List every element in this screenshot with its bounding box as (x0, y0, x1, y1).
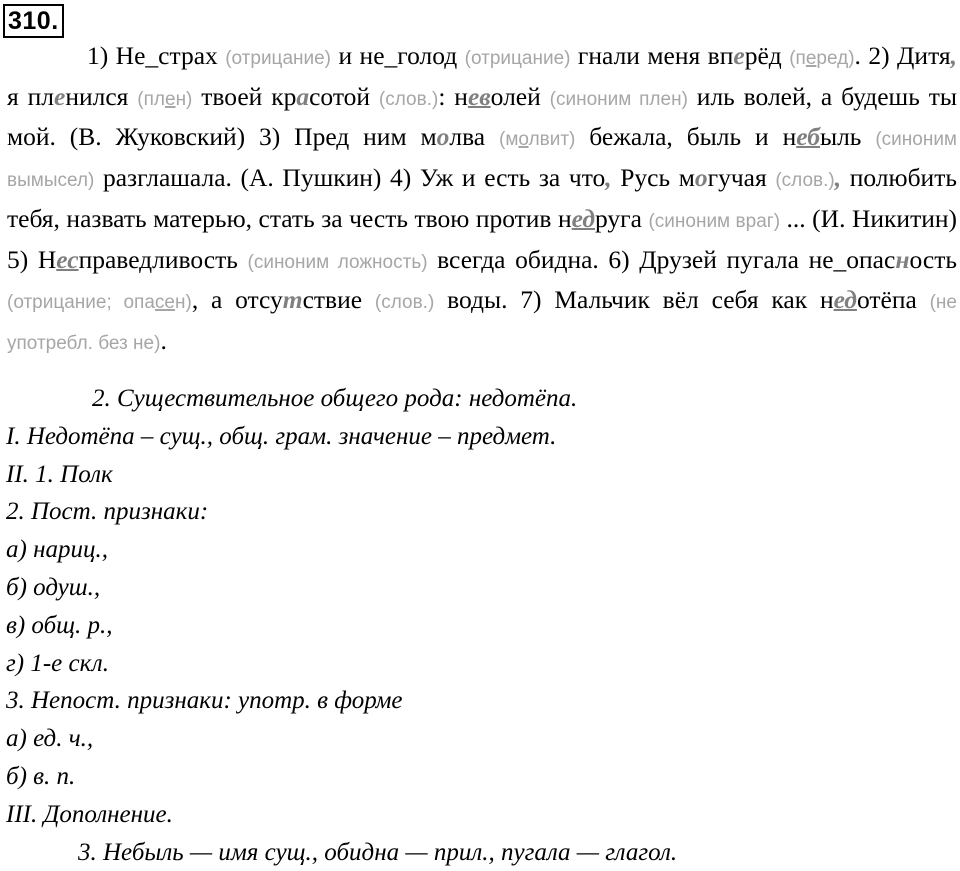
parse-line: в) общ. р., (6, 611, 113, 639)
annotation-note: (м (499, 129, 519, 151)
highlighted-letter: , (605, 163, 612, 193)
annotation-note: (слов.) (378, 88, 439, 110)
annotation-note: (не употребл. без не) (7, 292, 957, 354)
text-segment: Русь м (611, 163, 695, 193)
parse-line: 2. Пост. признаки: (6, 498, 209, 526)
highlighted-letter: ед (833, 285, 857, 315)
parse-line: б) одуш., (6, 573, 101, 601)
parse-line: б) в. п. (6, 762, 76, 790)
annotation-note: (отрицание) (464, 48, 571, 69)
annotation-note: (отрицание) (225, 48, 332, 69)
annotation-note: (слов.) (775, 170, 835, 192)
text-segment: воды. 7) Мальчик вёл себя как н (434, 285, 834, 315)
text-segment: полюбить тебя, назвать матерью, стать за честь твою против н (7, 163, 957, 233)
text-segment: руга (594, 203, 649, 233)
text-segment: бежала, быль и н (575, 122, 797, 152)
highlighted-letter: , (950, 41, 957, 70)
parse-line: II. 1. Полк (6, 460, 113, 488)
exercise-text (7, 37, 957, 363)
text-segment: рёд (744, 41, 790, 70)
text-segment: гучая (707, 163, 776, 193)
text-segment: . 2) Дитя (854, 41, 951, 70)
annotation-note: (синоним вымысел) (7, 129, 957, 192)
annotation-note: н) (174, 292, 192, 314)
parse-line: а) ед. ч., (6, 725, 94, 753)
exercise-number: 310. (3, 4, 64, 38)
highlighted-letter: еб (796, 122, 820, 152)
text-segment: олей (490, 81, 550, 111)
text-segment: твоей кр (192, 81, 297, 111)
highlighted-letter: а (296, 81, 310, 111)
annotation-note: (синоним ложность) (247, 251, 428, 273)
text-segment: , а отсу (191, 285, 283, 315)
text-segment: нился (65, 81, 138, 111)
annotation-note: е (805, 48, 817, 69)
annotation-note: се (154, 292, 175, 314)
parse-line: 2. Существительное общего рода: недотёпа. (92, 385, 578, 412)
text-segment: гнали меня вп (570, 41, 734, 70)
text-segment: . (160, 325, 167, 355)
annotation-note: лвит) (528, 129, 576, 151)
text-segment: праведливость (78, 244, 248, 274)
text-segment: : н (438, 81, 468, 111)
parse-line: 3. Небыль — имя сущ., обидна — прил., пугала — глагол. (78, 838, 678, 866)
annotation-note: (п (789, 48, 806, 69)
highlighted-letter: , (834, 163, 842, 193)
parse-line: 3. Непост. признаки: употр. в форме (6, 687, 403, 715)
text-segment: ость (909, 244, 957, 274)
text-segment: разглашала. (А. Пушкин) 4) Уж и есть за что (94, 163, 606, 193)
highlighted-letter: е (54, 81, 66, 111)
highlighted-letter: о (694, 163, 708, 193)
text-segment: отёпа (856, 285, 930, 315)
parse-line: III. Дополнение. (6, 800, 173, 828)
annotation-note: (отрицание; опа (7, 292, 155, 314)
annotation-note: о (518, 129, 529, 151)
highlighted-letter: т (282, 285, 303, 315)
highlighted-letter: ев (467, 81, 491, 111)
annotation-note: (синоним враг) (648, 210, 781, 232)
annotation-note: е (164, 88, 176, 110)
parse-line: а) нариц., (6, 536, 108, 564)
text-segment: всегда обидна. 6) Друзей пугала не_опас (427, 244, 896, 274)
noun-parse-block (6, 380, 677, 871)
text-segment: 1) Не_страх (87, 41, 226, 70)
text-segment: лва (449, 122, 500, 152)
text-segment: ствие (302, 285, 375, 315)
annotation-note: (слов.) (374, 292, 435, 314)
highlighted-letter: ед (571, 203, 595, 233)
annotation-note: (пл (137, 88, 165, 110)
highlighted-letter: н (895, 244, 910, 274)
parse-line: I. Недотёпа – сущ., общ. грам. значение – предмет. (6, 422, 557, 450)
parse-line: г) 1-е скл. (6, 649, 109, 677)
highlighted-letter: е (733, 41, 745, 70)
highlighted-letter: ес (56, 244, 79, 274)
highlighted-letter: о (436, 122, 450, 152)
text-segment: сотой (309, 81, 379, 111)
text-segment: ыль (819, 122, 876, 152)
annotation-note: (синоним плен) (549, 88, 688, 110)
annotation-note: ред) (816, 48, 855, 69)
annotation-note: н) (175, 88, 193, 110)
text-segment: и не_голод (331, 41, 465, 70)
text-segment: я пл (7, 81, 54, 111)
text-segment: ... (И. Никитин) 5) Н (7, 203, 958, 274)
text-segment: иль волей, а будешь ты мой. (В. Жуковский) 3) Пред ним м (7, 81, 957, 152)
